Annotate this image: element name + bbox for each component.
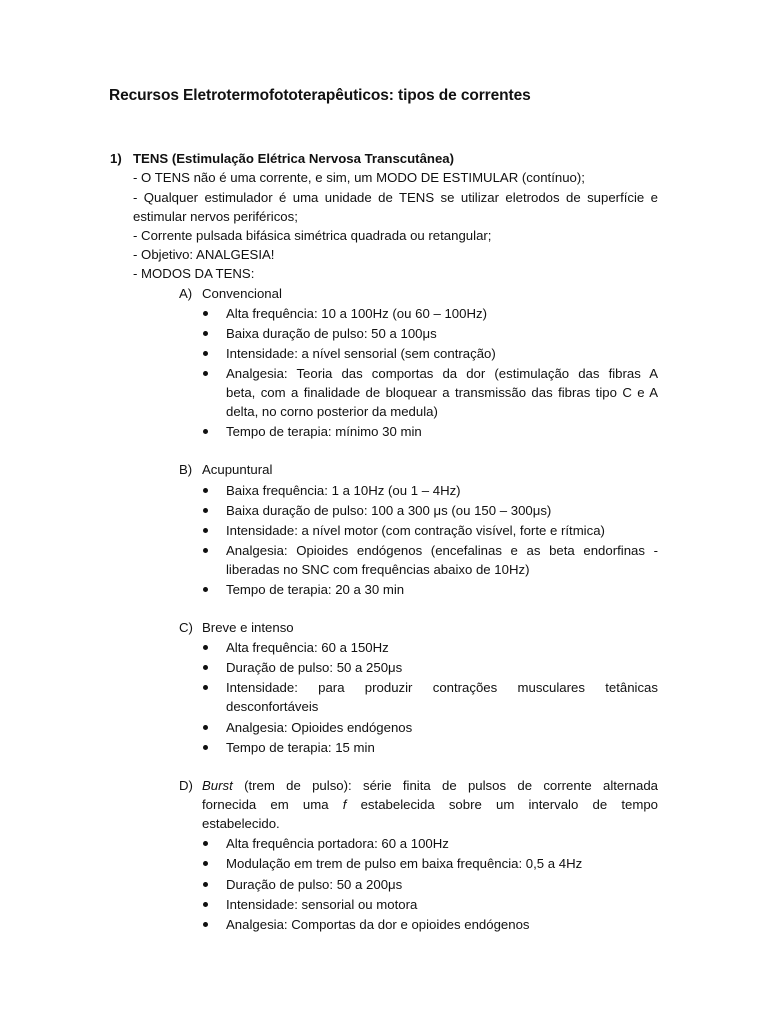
list-item: Tempo de terapia: 20 a 30 min — [226, 582, 405, 597]
list-item: Baixa frequência: 1 a 10Hz (ou 1 – 4Hz) — [226, 483, 461, 498]
list-item: Modulação em trem de pulso em baixa frequência: 0,5 a 4Hz — [226, 856, 583, 871]
intro-line: - Corrente pulsada bifásica simétrica quadrada ou retangular; — [133, 228, 492, 243]
list-item-continuation: beta, com a finalidade de bloquear a transmissão das fibras tipo C e A — [226, 385, 658, 400]
section-heading: TENS (Estimulação Elétrica Nervosa Transcutânea) — [133, 151, 455, 166]
bullet-icon — [203, 725, 208, 730]
mode-letter: B) — [179, 462, 193, 477]
bullet-icon — [203, 665, 208, 670]
list-item: Baixa duração de pulso: 50 a 100μs — [226, 326, 437, 341]
list-item: Alta frequência portadora: 60 a 100Hz — [226, 836, 449, 851]
list-item: Baixa duração de pulso: 100 a 300 μs (ou 150 – 300μs) — [226, 503, 552, 518]
document-title: Recursos Eletrotermofototerapêuticos: tipos de correntes — [109, 87, 531, 104]
list-item: Duração de pulso: 50 a 250μs — [226, 660, 403, 675]
mode-name: Breve e intenso — [202, 620, 294, 635]
list-item: Analgesia: Comportas da dor e opioides endógenos — [226, 917, 530, 932]
bullet-icon — [203, 548, 208, 553]
bullet-icon — [203, 488, 208, 493]
list-item-continuation: delta, no corno posterior da medula) — [226, 404, 438, 419]
list-item: Intensidade: a nível sensorial (sem contração) — [226, 346, 496, 361]
mode-letter: C) — [179, 620, 193, 635]
list-item-continuation: liberadas no SNC com frequências abaixo de 10Hz) — [226, 562, 530, 577]
bullet-icon — [203, 429, 208, 434]
bullet-icon — [203, 508, 208, 513]
bullet-icon — [203, 311, 208, 316]
bullet-icon — [203, 861, 208, 866]
mode-description-text: estabelecida sobre um intervalo de tempo — [346, 797, 658, 812]
list-item: Analgesia: Opioides endógenos — [226, 720, 413, 735]
list-item: Tempo de terapia: mínimo 30 min — [226, 424, 422, 439]
mode-description-text: fornecida em uma — [202, 797, 343, 812]
bullet-icon — [203, 841, 208, 846]
mode-name-italic: Burst — [202, 778, 233, 793]
bullet-icon — [203, 351, 208, 356]
list-item-continuation: desconfortáveis — [226, 699, 319, 714]
mode-letter: A) — [179, 286, 193, 301]
list-item: Duração de pulso: 50 a 200μs — [226, 877, 403, 892]
intro-line: - O TENS não é uma corrente, e sim, um MODO DE ESTIMULAR (contínuo); — [133, 170, 585, 185]
mode-description-line — [202, 795, 658, 814]
list-item: Tempo de terapia: 15 min — [226, 740, 375, 755]
list-item: Intensidade: sensorial ou motora — [226, 897, 418, 912]
bullet-icon — [203, 645, 208, 650]
mode-name: Acupuntural — [202, 462, 273, 477]
bullet-icon — [203, 587, 208, 592]
mode-description-line — [202, 776, 658, 795]
bullet-icon — [203, 922, 208, 927]
mode-letter: D) — [179, 778, 193, 793]
bullet-icon — [203, 528, 208, 533]
intro-line: - Objetivo: ANALGESIA! — [133, 247, 275, 262]
list-item: Alta frequência: 10 a 100Hz (ou 60 – 100Hz) — [226, 306, 487, 321]
list-item: Intensidade: a nível motor (com contração visível, forte e rítmica) — [226, 523, 605, 538]
mode-description-line: estabelecido. — [202, 816, 280, 831]
bullet-icon — [203, 902, 208, 907]
bullet-icon — [203, 331, 208, 336]
intro-line: estimular nervos periféricos; — [133, 209, 298, 224]
mode-description-text: (trem de pulso): série finita de pulsos de corrente alternada — [232, 778, 658, 793]
bullet-icon — [203, 882, 208, 887]
bullet-icon — [203, 371, 208, 376]
list-item: Intensidade: para produzir contrações musculares tetânicas — [226, 680, 658, 695]
section-number: 1) — [110, 151, 122, 166]
bullet-icon — [203, 745, 208, 750]
intro-line: - MODOS DA TENS: — [133, 266, 255, 281]
intro-line: - Qualquer estimulador é uma unidade de TENS se utilizar eletrodos de superfície e — [133, 190, 658, 205]
list-item: Analgesia: Teoria das comportas da dor (estimulação das fibras A — [226, 366, 658, 381]
list-item: Alta frequência: 60 a 150Hz — [226, 640, 389, 655]
list-item: Analgesia: Opioides endógenos (encefalinas e as beta endorfinas - — [226, 543, 658, 558]
mode-name: Convencional — [202, 286, 282, 301]
bullet-icon — [203, 685, 208, 690]
frequency-symbol: f — [342, 797, 347, 812]
